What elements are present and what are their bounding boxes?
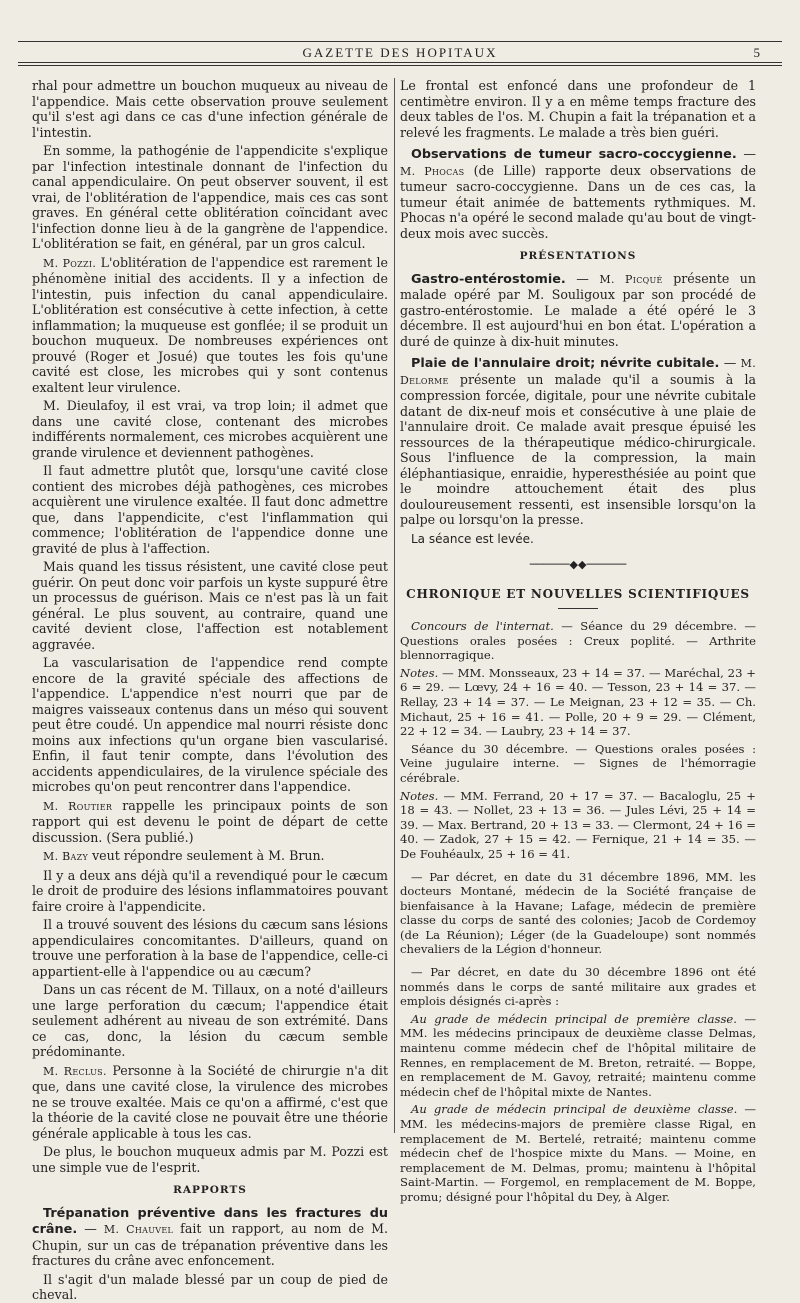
paragraph (400, 1102, 756, 1204)
paragraph-text: fait un rapport, au nom de M. Chupin, sur un cas de trépanation préventive dans les fractures du crâne avec enfoncement. (32, 1221, 388, 1268)
paragraph: Il y a deux ans déjà qu'il a revendiqué pour le cæcum le droit de produire des lésions inflammatoires pouvant faire croire à l'appendicite. (32, 867, 388, 914)
paragraph-text: (de Lille) rapporte deux observations de tumeur sacro-coccygienne. Dans un de ces cas, la tumeur était animée de battements rythmiques. M. Phocas n'a opéré le second malade qu'au bout de vingt-deux mois avec succès. (400, 162, 756, 241)
italic-lead: Au grade de médecin principal de deuxième classe. (411, 1102, 738, 1117)
speaker-name: M. Bazy (43, 850, 89, 863)
paragraph: Mais quand les tissus résistent, une cavité close peut guérir. On peut donc voir parfois un kyste suppuré être un processus de guérison. Mais ce n'est pas là un fait général. Le plus souvent, au contraire, quand une cavité devient close, l'affection est notablement aggravée. (32, 559, 388, 652)
section-heading-presentations: PRÉSENTATIONS (519, 250, 637, 262)
subheading: Plaie de l'annulaire droit; névrite cubitale. (411, 356, 720, 371)
paragraph-text: — MM. Ferrand, 20 + 17 = 37. — Bacaloglu, 25 + 18 = 43. — Nollet, 23 + 13 = 36. — Jules Lévi, 25 + 14 = 39. — Max. Bertrand, 20 + 13 = 33. — Clermont, 24 + 16 = 40. — Zadok, 27 + 15 = 42. — Fernique, 21 + 14 = 35. — De Fouhéaulx, 25 + 16 = 41. (400, 788, 756, 861)
paragraph (32, 255, 388, 396)
speaker-name: M. Phocas (400, 164, 465, 178)
italic-lead: Notes. (400, 665, 439, 680)
paragraph: — Par décret, en date du 31 décembre 1896, MM. les docteurs Montané, médecin de la Société française de bienfaisance à la Havane; Lafage, médecin de première classe du corps de santé des colonies; Jacob de Cordemoy (de La Réunion); Léger (de la Guadeloupe) sont nommés chevaliers de la Légion d'honneur. (400, 869, 756, 957)
paragraph-text: rappelle les principaux points de son rapport qui est devenu le point de départ de cette discussion. (Sera publié.) (32, 797, 389, 845)
paragraph-text: — MM. Monsseaux, 23 + 14 = 37. — Maréchal, 23 + 6 = 29. — Lœvy, 24 + 16 = 40. — Tesson, 23 + 14 = 37. — Rellay, 23 + 14 = 37. — Le Meignan, 23 + 12 = 35. — Ch. Michaut, 25 + 16 = 41. — Polle, 20 + 9 = 29. — Clément, 22 + 12 = 34. — Laubry, 23 + 14 = 37. (400, 665, 756, 739)
paragraph (400, 789, 756, 862)
paragraph (400, 666, 756, 739)
speaker-name: M. Chauvel (103, 1223, 174, 1236)
subheading: Gastro-entérostomie. (411, 271, 566, 287)
speaker-name: M. Reclus. (43, 1064, 107, 1078)
italic-lead: Notes. (400, 788, 439, 803)
paragraph: Il s'agit d'un malade blessé par un coup de pied de cheval. (32, 1271, 388, 1302)
paragraph (400, 619, 756, 663)
paragraph-text: veut répondre seulement à M. Brun. (88, 848, 325, 863)
italic-lead: Concours de l'internat. (411, 619, 554, 633)
subheading: Trépanation préventive dans les fractures du crâne. (32, 1205, 388, 1237)
paragraph: Le frontal est enfoncé dans une profondeur de 1 centimètre environ. Il y a en même temps fracture des deux tables de l'os. M. Chupin a fait la trépanation et a relevé les fragments. Le malade a très bien guéri. (400, 78, 756, 140)
paragraph-text: Personne à la Société de chirurgie n'a dit que, dans une cavité close, la virulence des microbes ne se trouve exaltée. Mais ce qu'on a affirmé, c'est que la théorie de la cavité close ne pouvait être une théorie générale applicable à tous les cas. (32, 1062, 389, 1141)
paragraph: Séance du 30 décembre. — Questions orales posées : Veine jugulaire interne. — Signes de l'hémorragie cérébrale. (400, 741, 756, 785)
paragraph (400, 1012, 756, 1100)
paragraph: M. Dieulafoy, il est vrai, va trop loin; il admet que dans une cavité close, contenant des microbes indifférents normalement, ces microbes acquièrent une grande virulence et deviennent pathogènes. (32, 398, 388, 460)
speaker-name: M. Delorme (400, 357, 756, 387)
page-number: 5 (753, 45, 760, 60)
ornament-divider: ──────◆◆────── (529, 558, 627, 571)
right-column (400, 78, 757, 1204)
header-rule-bottom-2 (18, 65, 782, 66)
section-heading-chronique: CHRONIQUE ET NOUVELLES SCIENTIFIQUES (406, 586, 750, 601)
paragraph: La vascularisation de l'appendice rend compte encore de la gravité spéciale des affections de l'appendice. L'appendice n'est nourri que par de maigres vaisseaux contenus dans un méso qui souvent peut être coudé. Un appendice mal nourri résiste donc moins aux infections qu'un organe bien vascularisé. Enfin, il faut tenir compte, dans l'évolution des accidents appendiculaires, de la virulence spéciale des microbes qu'on peut rencontrer dans l'appendice. (32, 655, 388, 794)
speaker-name: M. Picqué (599, 272, 663, 286)
paragraph: Il a trouvé souvent des lésions du cæcum sans lésions appendiculaires concomitantes. D'ailleurs, quand on trouve une perforation à la base de l'appendice, celle-ci appartient-elle à l'appendice ou au cæcum? (32, 917, 388, 979)
speaker-name: M. Pozzi. (43, 256, 97, 270)
paragraph-text: présente un malade qu'il a soumis à la compression forcée, digitale, pour une névrite cubitale datant de dix-neuf mois et consécutive à une plaie de l'annulaire droit. Ce malade avait presque épuisé les ressources de la thérapeutique médico-chirurgicale. Sous l'influence de la compression, la main éléphantiasique, enraidie, hyperesthésiée au point que le moindre attouchement était des plus douloureusement ressenti, est insensible lorsqu'on la palpe ou lorsqu'on la presse. (400, 371, 756, 527)
paragraph: rhal pour admettre un bouchon muqueux au niveau de l'appendice. Mais cette observation prouve seulement qu'il s'est agi dans ce cas d'une infection générale de l'intestin. (32, 78, 388, 140)
paragraph-text: L'oblitération de l'appendice est rarement le phénomène initial des accidents. Il y a infection de l'intestin, puis infection du canal appendiculaire. L'oblitération est consécutive à cette infection, à cette inflammation; la muqueuse est gonflée; il se produit un bouchon muqueux. De nombreuses expériences ont prouvé (Roger et Josué) que toutes les fois qu'une cavité est close, les microbes qui y sont contenus exaltent leur virulence. (32, 254, 388, 395)
paragraph (32, 1063, 388, 1142)
short-rule (558, 608, 598, 609)
paragraph-text: — MM. les médecins-majors de première classe Rigal, en remplacement de M. Bertelé, retraité; maintenu comme médecin chef de l'hospice mixte du Mans. — Moine, en remplacement de M. Delmas, promu; maintenu à l'hôpital Saint-Martin. — Forgemol, en remplacement de M. Boppe, promu; désigné pour l'hôpital du Dey, à Alger. (400, 1102, 756, 1204)
paragraph: Dans un cas récent de M. Tillaux, on a noté d'ailleurs une large perforation du cæcum; l'appendice était seulement adhérent au niveau de son extrémité. Dans ce cas, donc, la lésion du cæcum semble prédominante. (32, 982, 388, 1059)
section-heading-rapports: RAPPORTS (173, 1184, 247, 1196)
paragraph: Gastro-entérostomie. — M. Picqué présente un malade opéré par M. Souligoux par son procédé de gastro-entérostomie. Le malade a été opéré le 3 décembre. Il est aujourd'hui en bon état. L'opération a duré de quinze à dix-huit minutes. (400, 270, 757, 349)
paragraph-text: — MM. les médecins principaux de deuxième classe Delmas, maintenu comme médecin chef de l'hôpital militaire de Rennes, en remplacement de M. Breton, retraité. — Boppe, en remplacement de M. Gavoy, retraité; maintenu comme médecin chef de l'hôpital mixte de Nantes. (400, 1011, 756, 1099)
paragraph-text: présente un malade opéré par M. Souligoux par son procédé de gastro-entérostomie. Le malade a été opéré le 3 décembre. Il est aujourd'hui en bon état. L'opération a duré de quinze à dix-huit minutes. (400, 270, 757, 349)
header-rule-bottom (18, 62, 782, 63)
speaker-name: M. Routier (43, 799, 113, 813)
left-column (32, 78, 389, 1302)
paragraph: Observations de tumeur sacro-coccygienne. — M. Phocas (de Lille) rapporte deux observations de tumeur sacro-coccygienne. Dans un de ces cas, la tumeur était animée de battements rythmiques. M. Phocas n'a opéré le second malade qu'au bout de vingt-deux mois avec succès. (400, 146, 756, 241)
paragraph (32, 848, 388, 865)
paragraph: La séance est levée. (411, 531, 534, 546)
paragraph (32, 798, 388, 846)
paragraph: Il faut admettre plutôt que, lorsqu'une cavité close contient des microbes déjà pathogènes, ces microbes acquièrent une virulence exaltée. Il faut donc admettre que, dans l'appendicite, c'est l'inflammation qui commence; l'oblitération de l'appendice donne une gravité de plus à l'affection. (32, 463, 388, 556)
paragraph: En somme, la pathogénie de l'appendicite s'explique par l'infection intestinale donnant de l'infection du canal appendiculaire. On peut observer souvent, il est vrai, de l'oblitération de l'appendice, mais ces cas sont graves. En général cette oblitération coïncidant avec l'infection donne lieu à de la gangrène de l'appendice. L'oblitération se fait, en général, par un gros calcul. (32, 143, 388, 251)
subheading: Observations de tumeur sacro-coccygienne. (411, 147, 737, 162)
column-divider (394, 78, 395, 1133)
running-head: GAZETTE DES HOPITAUX (302, 45, 498, 60)
paragraph: De plus, le bouchon muqueux admis par M. Pozzi est une simple vue de l'esprit. (32, 1144, 388, 1175)
header-rule-top (18, 41, 782, 42)
paragraph: Plaie de l'annulaire droit; névrite cubitale. — M. Delorme présente un malade qu'il a soumis à la compression forcée, digitale, pour une névrite cubitale datant de dix-neuf mois et consécutive à une plaie de l'annulaire droit. Ce malade avait presque épuisé les ressources de la thérapeutique médico-chirurgicale. Sous l'influence de la compression, la main éléphantiasique, enraidie, hyperesthésiée au point que le moindre attouchement était des plus douloureusement ressenti, est insensible lorsqu'on la palpe ou lorsqu'on la presse. (400, 355, 756, 527)
paragraph-text: — Séance du 29 décembre. — Questions orales posées : Creux poplité. — Arthrite blennorragique. (400, 619, 756, 663)
italic-lead: Au grade de médecin principal de première classe. (411, 1011, 737, 1026)
paragraph: — Par décret, en date du 30 décembre 1896 ont été nommés dans le corps de santé militaire aux grades et emplois désignés ci-après : (400, 965, 756, 1009)
paragraph: Trépanation préventive dans les fractures du crâne. — M. Chauvel fait un rapport, au nom de M. Chupin, sur un cas de trépanation préventive dans les fractures du crâne avec enfoncement. (32, 1205, 388, 1268)
